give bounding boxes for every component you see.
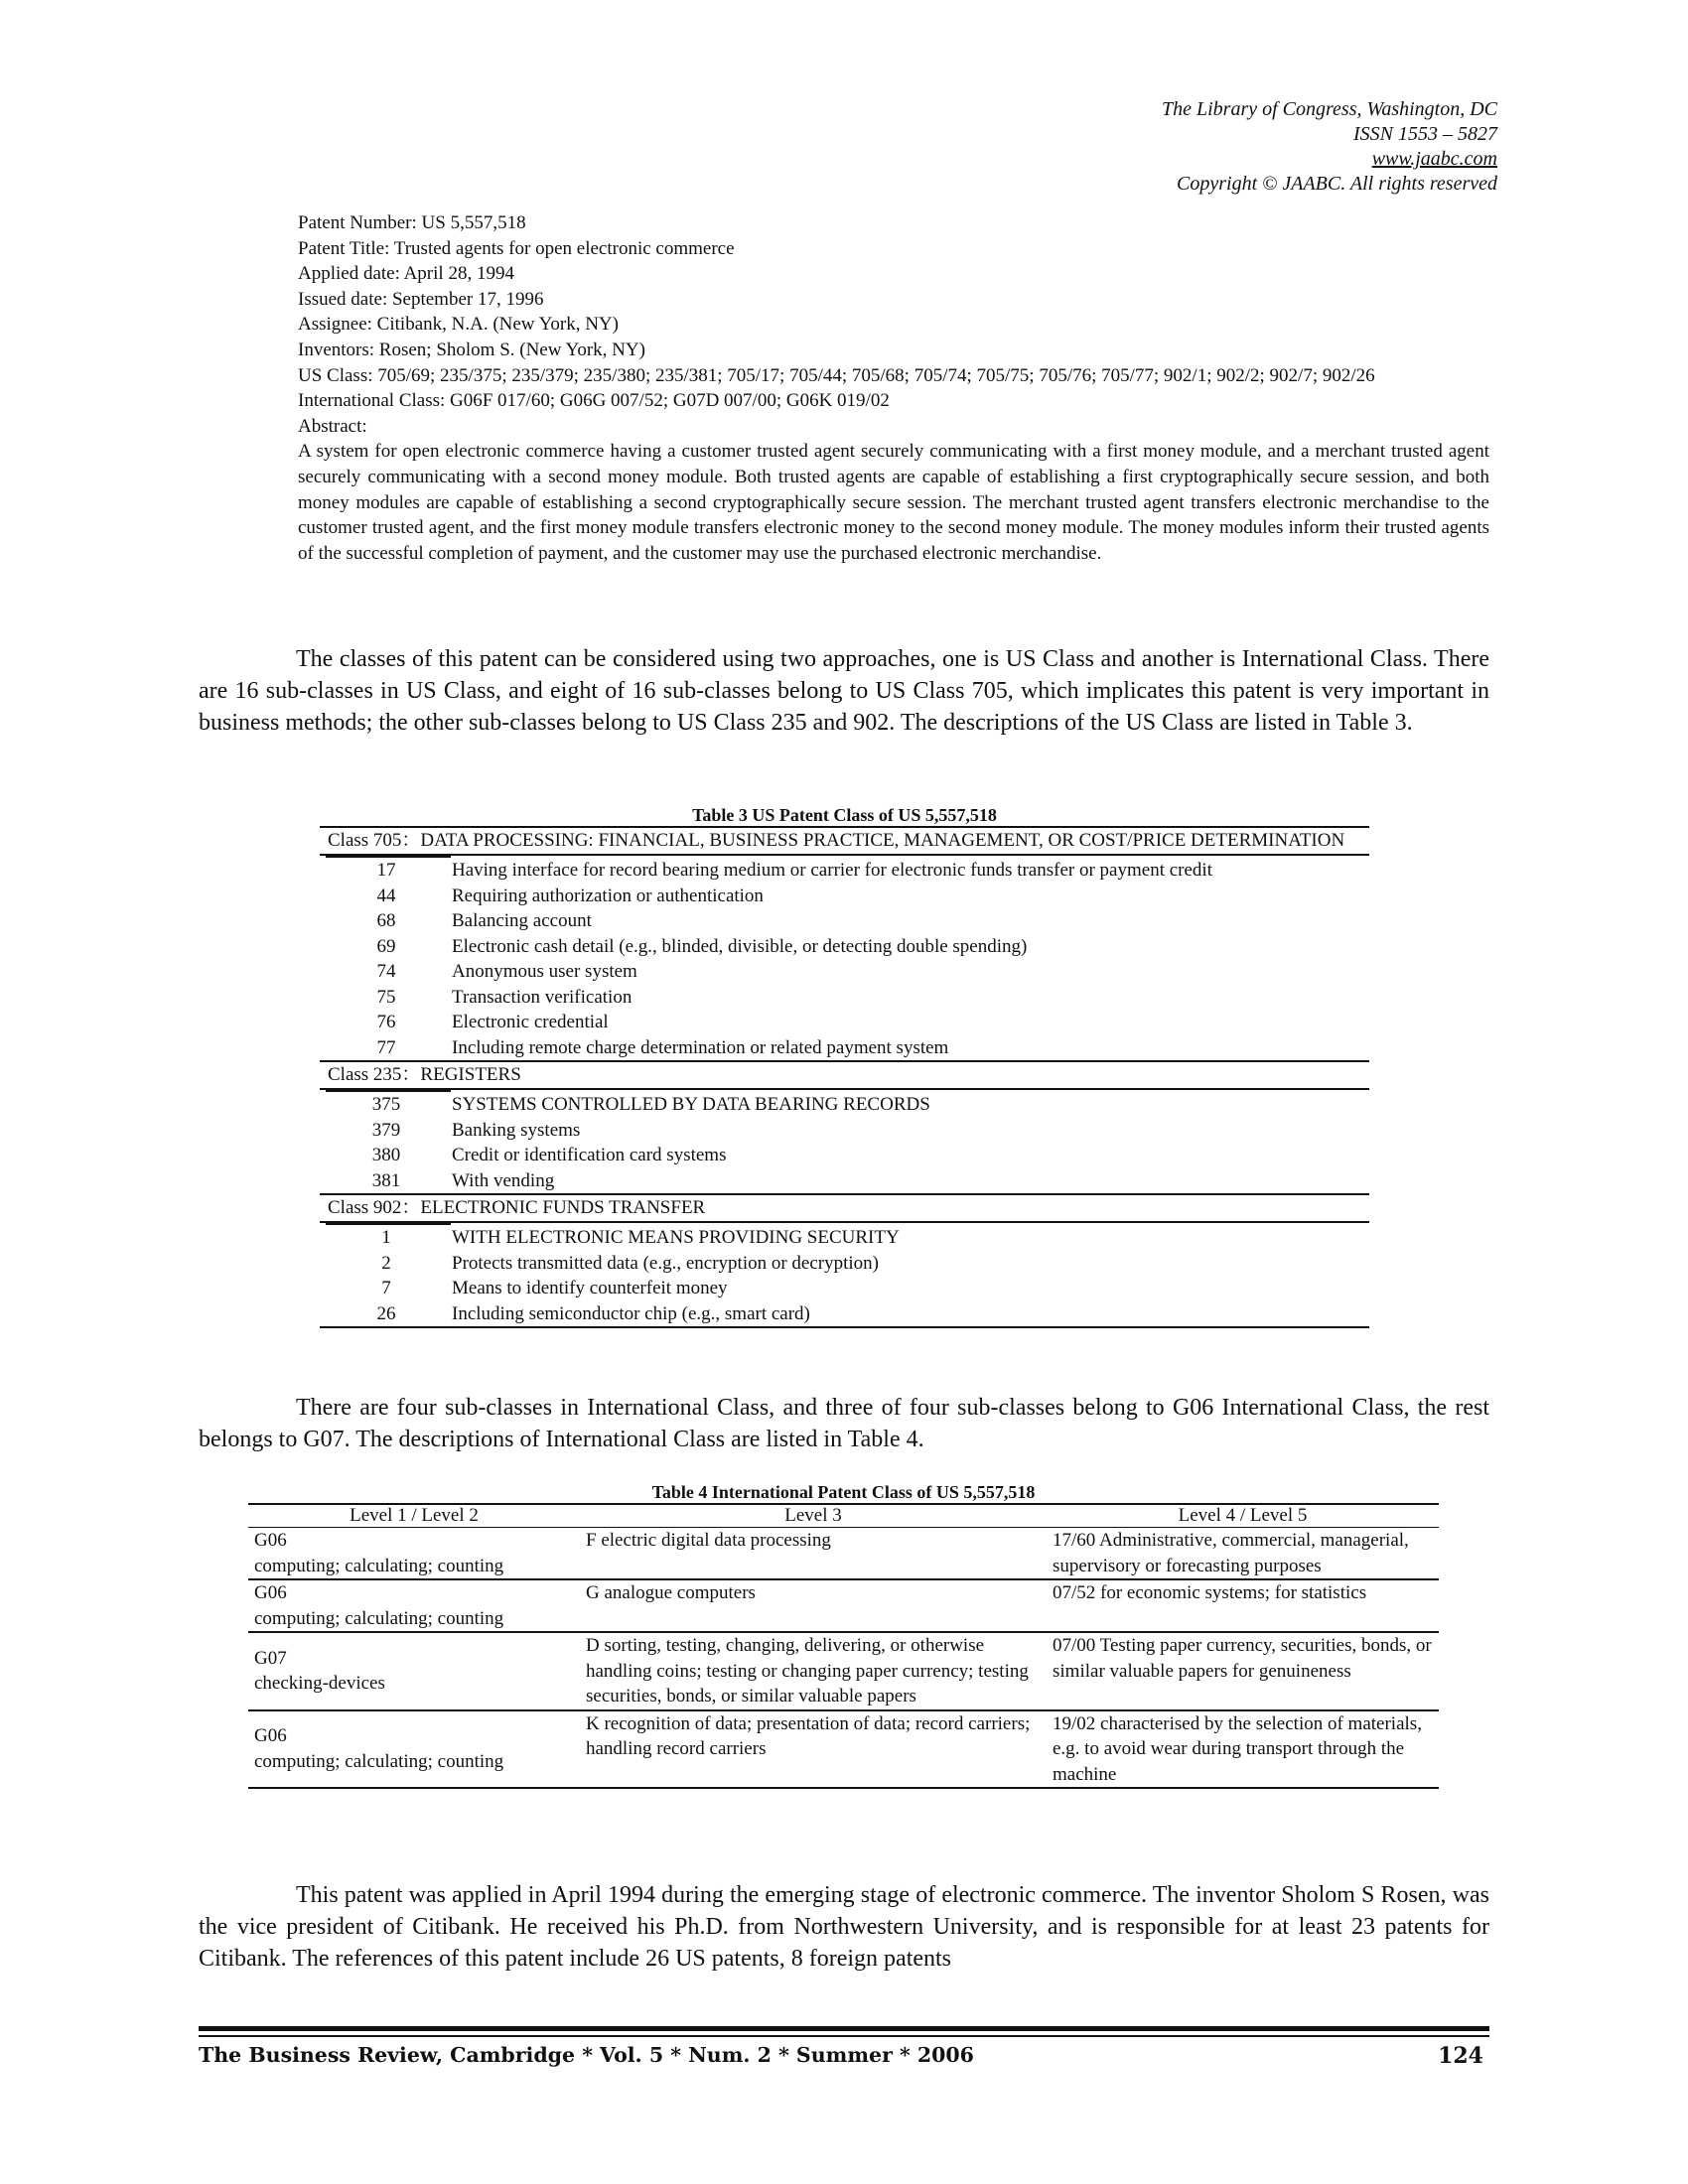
subclass-number: 2 — [381, 1252, 391, 1274]
subclass-number: 26 — [376, 1302, 396, 1324]
footer-rule-thin — [199, 2035, 1489, 2037]
table-row — [320, 1251, 1369, 1277]
table-row — [320, 934, 1369, 960]
patent-details — [298, 210, 1489, 566]
table-row — [320, 959, 1369, 985]
table-3-class-header: Class 235：REGISTERS — [328, 1064, 521, 1085]
table-3-bottom-rule — [320, 1326, 1369, 1328]
subclass-description: Balancing account — [452, 910, 592, 931]
level-3-cell: D sorting, testing, changing, delivering, or otherwise handling coins; testing or changing paper currency; testing securities, bonds, or similar valuable papers — [580, 1632, 1047, 1710]
table-row — [248, 1579, 1439, 1632]
level-1-2-cell — [248, 1632, 580, 1710]
patent-issued-date: Issued date: September 17, 1996 — [298, 288, 544, 310]
table-row — [320, 884, 1369, 909]
subclass-description: Having interface for record bearing medium or carrier for electronic funds transfer or payment credit — [452, 860, 1212, 881]
patent-inventors: Inventors: Rosen; Sholom S. (New York, NY) — [298, 339, 645, 360]
table-row — [320, 1168, 1369, 1194]
level-2-description: computing; calculating; counting — [254, 1555, 504, 1576]
level-4-5-cell: 07/00 Testing paper currency, securities, bonds, or similar valuable papers for genuineness — [1047, 1632, 1439, 1710]
table-row — [248, 1528, 1439, 1580]
level-1-code: G06 — [254, 1530, 287, 1551]
abstract-label: Abstract: — [298, 415, 367, 437]
table-row — [320, 985, 1369, 1011]
header-website-link[interactable]: www.jaabc.com — [1371, 148, 1497, 170]
level-2-description: checking-devices — [254, 1673, 385, 1695]
level-3-cell: G analogue computers — [580, 1579, 1047, 1632]
table-4 — [248, 1481, 1439, 1789]
level-1-2-cell — [248, 1579, 580, 1632]
subclass-description: Means to identify counterfeit money — [452, 1278, 728, 1298]
subclass-description: Transaction verification — [452, 986, 633, 1008]
body-paragraph-3: This patent was applied in April 1994 during the emerging stage of electronic commerce. The inventor Sholom S Rosen, was the vice president of Citibank. He received his Ph.D. from Northwestern University, and is responsible for at least 23 patents for Citibank. The references of this patent include 26 US patents, 8 foreign patents — [199, 1882, 1489, 1972]
subclass-description: Protects transmitted data (e.g., encryption or decryption) — [452, 1252, 880, 1274]
body-paragraph-2: There are four sub-classes in International Class, and three of four sub-classes belong to G06 International Class, the rest belongs to G07. The descriptions of International Class are listed in Table 4. — [199, 1395, 1489, 1452]
table-3-rule — [320, 1088, 1369, 1090]
table-row — [320, 1092, 1369, 1118]
patent-us-class: US Class: 705/69; 235/375; 235/379; 235/380; 235/381; 705/17; 705/44; 705/68; 705/74; 705/75; 705/76; 705/77; 902/1; 902/2; 902/7; 902/26 — [298, 364, 1375, 386]
level-2-description: computing; calculating; counting — [254, 1750, 504, 1772]
subclass-number: 1 — [381, 1227, 391, 1248]
footer-journal: The Business Review, Cambridge * Vol. 5 * Num. 2 * Summer * 2006 — [199, 2043, 974, 2067]
table-3-caption: Table 3 US Patent Class of US 5,557,518 — [692, 805, 997, 825]
table-4-rows — [248, 1528, 1439, 1789]
level-4-5-cell: 17/60 Administrative, commercial, managerial, supervisory or forecasting purposes — [1047, 1528, 1439, 1580]
subclass-description: Electronic cash detail (e.g., blinded, divisible, or detecting double spending) — [452, 935, 1028, 957]
level-1-code: G07 — [254, 1647, 287, 1669]
subclass-description: Banking systems — [452, 1119, 581, 1141]
subclass-number: 69 — [376, 935, 396, 957]
table-row — [320, 858, 1369, 884]
subclass-description: Including semiconductor chip (e.g., smart card) — [452, 1302, 810, 1324]
level-4-5-cell: 07/52 for economic systems; for statistics — [1047, 1579, 1439, 1632]
level-1-2-cell — [248, 1710, 580, 1789]
patent-number: Patent Number: US 5,557,518 — [298, 212, 526, 233]
table-row — [320, 1301, 1369, 1327]
subclass-description: Electronic credential — [452, 1012, 609, 1032]
level-3-cell: F electric digital data processing — [580, 1528, 1047, 1580]
subclass-number: 379 — [371, 1119, 401, 1141]
subclass-number: 76 — [376, 1012, 396, 1032]
page-footer — [199, 2043, 1489, 2069]
subclass-description: Anonymous user system — [452, 961, 637, 982]
patent-applied-date: Applied date: April 28, 1994 — [298, 263, 514, 285]
level-1-code: G06 — [254, 1582, 287, 1603]
table-row — [248, 1710, 1439, 1789]
patent-international-class: International Class: G06F 017/60; G06G 007/52; G07D 007/00; G06K 019/02 — [298, 390, 890, 412]
subclass-number: 380 — [371, 1145, 401, 1165]
body-paragraph-1: The classes of this patent can be considered using two approaches, one is US Class and another is International Class. There are 16 sub-classes in US Class, and eight of 16 sub-classes belong to US Class 705, which implicates this patent is very important in business methods; the other sub-classes belong to US Class 235 and 902. The descriptions of the US Class are listed in Table 3. — [199, 646, 1489, 736]
subclass-number: 7 — [381, 1278, 391, 1298]
level-2-description: computing; calculating; counting — [254, 1607, 504, 1629]
subclass-number: 381 — [371, 1169, 401, 1191]
table-3-class-header: Class 902：ELECTRONIC FUNDS TRANSFER — [328, 1197, 706, 1218]
running-header — [1162, 97, 1497, 197]
subclass-description: WITH ELECTRONIC MEANS PROVIDING SECURITY — [452, 1227, 900, 1248]
table-3 — [320, 804, 1369, 1328]
subclass-description: Requiring authorization or authentication — [452, 885, 764, 906]
table-4-header-level1: Level 1 / Level 2 — [248, 1504, 580, 1528]
page-number: 124 — [1438, 2043, 1483, 2069]
level-3-cell: K recognition of data; presentation of data; record carriers; handling record carriers — [580, 1710, 1047, 1789]
patent-abstract: A system for open electronic commerce having a customer trusted agent securely communicating with a first money module, and a merchant trusted agent securely communicating with a second money module. Both trusted agents are capable of establishing a first cryptographically secure session, and both money modules are capable of establishing a second cryptographically secure session. The merchant trusted agent transfers electronic merchandise to the customer trusted agent, and the first money module transfers electronic money to the second money module. The money modules inform their trusted agents of the successful completion of payment, and the customer may use the purchased electronic merchandise. — [298, 441, 1489, 564]
table-4-caption: Table 4 International Patent Class of US 5,557,518 — [651, 1482, 1036, 1502]
table-row — [320, 1225, 1369, 1251]
subclass-description: Credit or identification card systems — [452, 1145, 727, 1165]
subclass-description: Including remote charge determination or related payment system — [452, 1036, 949, 1058]
header-issn: ISSN 1553 – 5827 — [1353, 123, 1497, 145]
table-row — [320, 1010, 1369, 1035]
table-row — [320, 908, 1369, 934]
subclass-number: 75 — [376, 986, 396, 1008]
table-3-rule — [320, 1221, 1369, 1223]
subclass-number: 17 — [376, 860, 396, 881]
subclass-number: 375 — [371, 1094, 401, 1115]
subclass-description: With vending — [452, 1169, 555, 1191]
patent-assignee: Assignee: Citibank, N.A. (New York, NY) — [298, 314, 619, 336]
footer-rule-thick — [199, 2026, 1489, 2031]
level-4-5-cell: 19/02 characterised by the selection of materials, e.g. to avoid wear during transport through the machine — [1047, 1710, 1439, 1789]
table-3-body — [320, 826, 1369, 1328]
table-row — [320, 1035, 1369, 1061]
level-1-2-cell — [248, 1528, 580, 1580]
subclass-number: 77 — [376, 1036, 396, 1058]
table-row — [248, 1632, 1439, 1710]
patent-title: Patent Title: Trusted agents for open electronic commerce — [298, 237, 735, 259]
subclass-number: 68 — [376, 910, 396, 931]
table-3-class-header: Class 705：DATA PROCESSING: FINANCIAL, BUSINESS PRACTICE, MANAGEMENT, OR COST/PRICE DETERMINATION — [328, 830, 1345, 851]
table-row — [320, 1276, 1369, 1301]
header-library: The Library of Congress, Washington, DC — [1161, 98, 1497, 120]
header-copyright: Copyright © JAABC. All rights reserved — [1177, 173, 1497, 195]
subclass-number: 44 — [376, 885, 396, 906]
level-1-code: G06 — [254, 1725, 287, 1747]
table-3-rule — [320, 854, 1369, 856]
table-4-grid — [248, 1503, 1439, 1789]
table-4-header-level4: Level 4 / Level 5 — [1047, 1504, 1439, 1528]
table-row — [320, 1143, 1369, 1168]
subclass-number: 74 — [376, 961, 396, 982]
table-row — [320, 1118, 1369, 1144]
subclass-description: SYSTEMS CONTROLLED BY DATA BEARING RECORDS — [452, 1094, 930, 1115]
table-4-header-level3: Level 3 — [580, 1504, 1047, 1528]
